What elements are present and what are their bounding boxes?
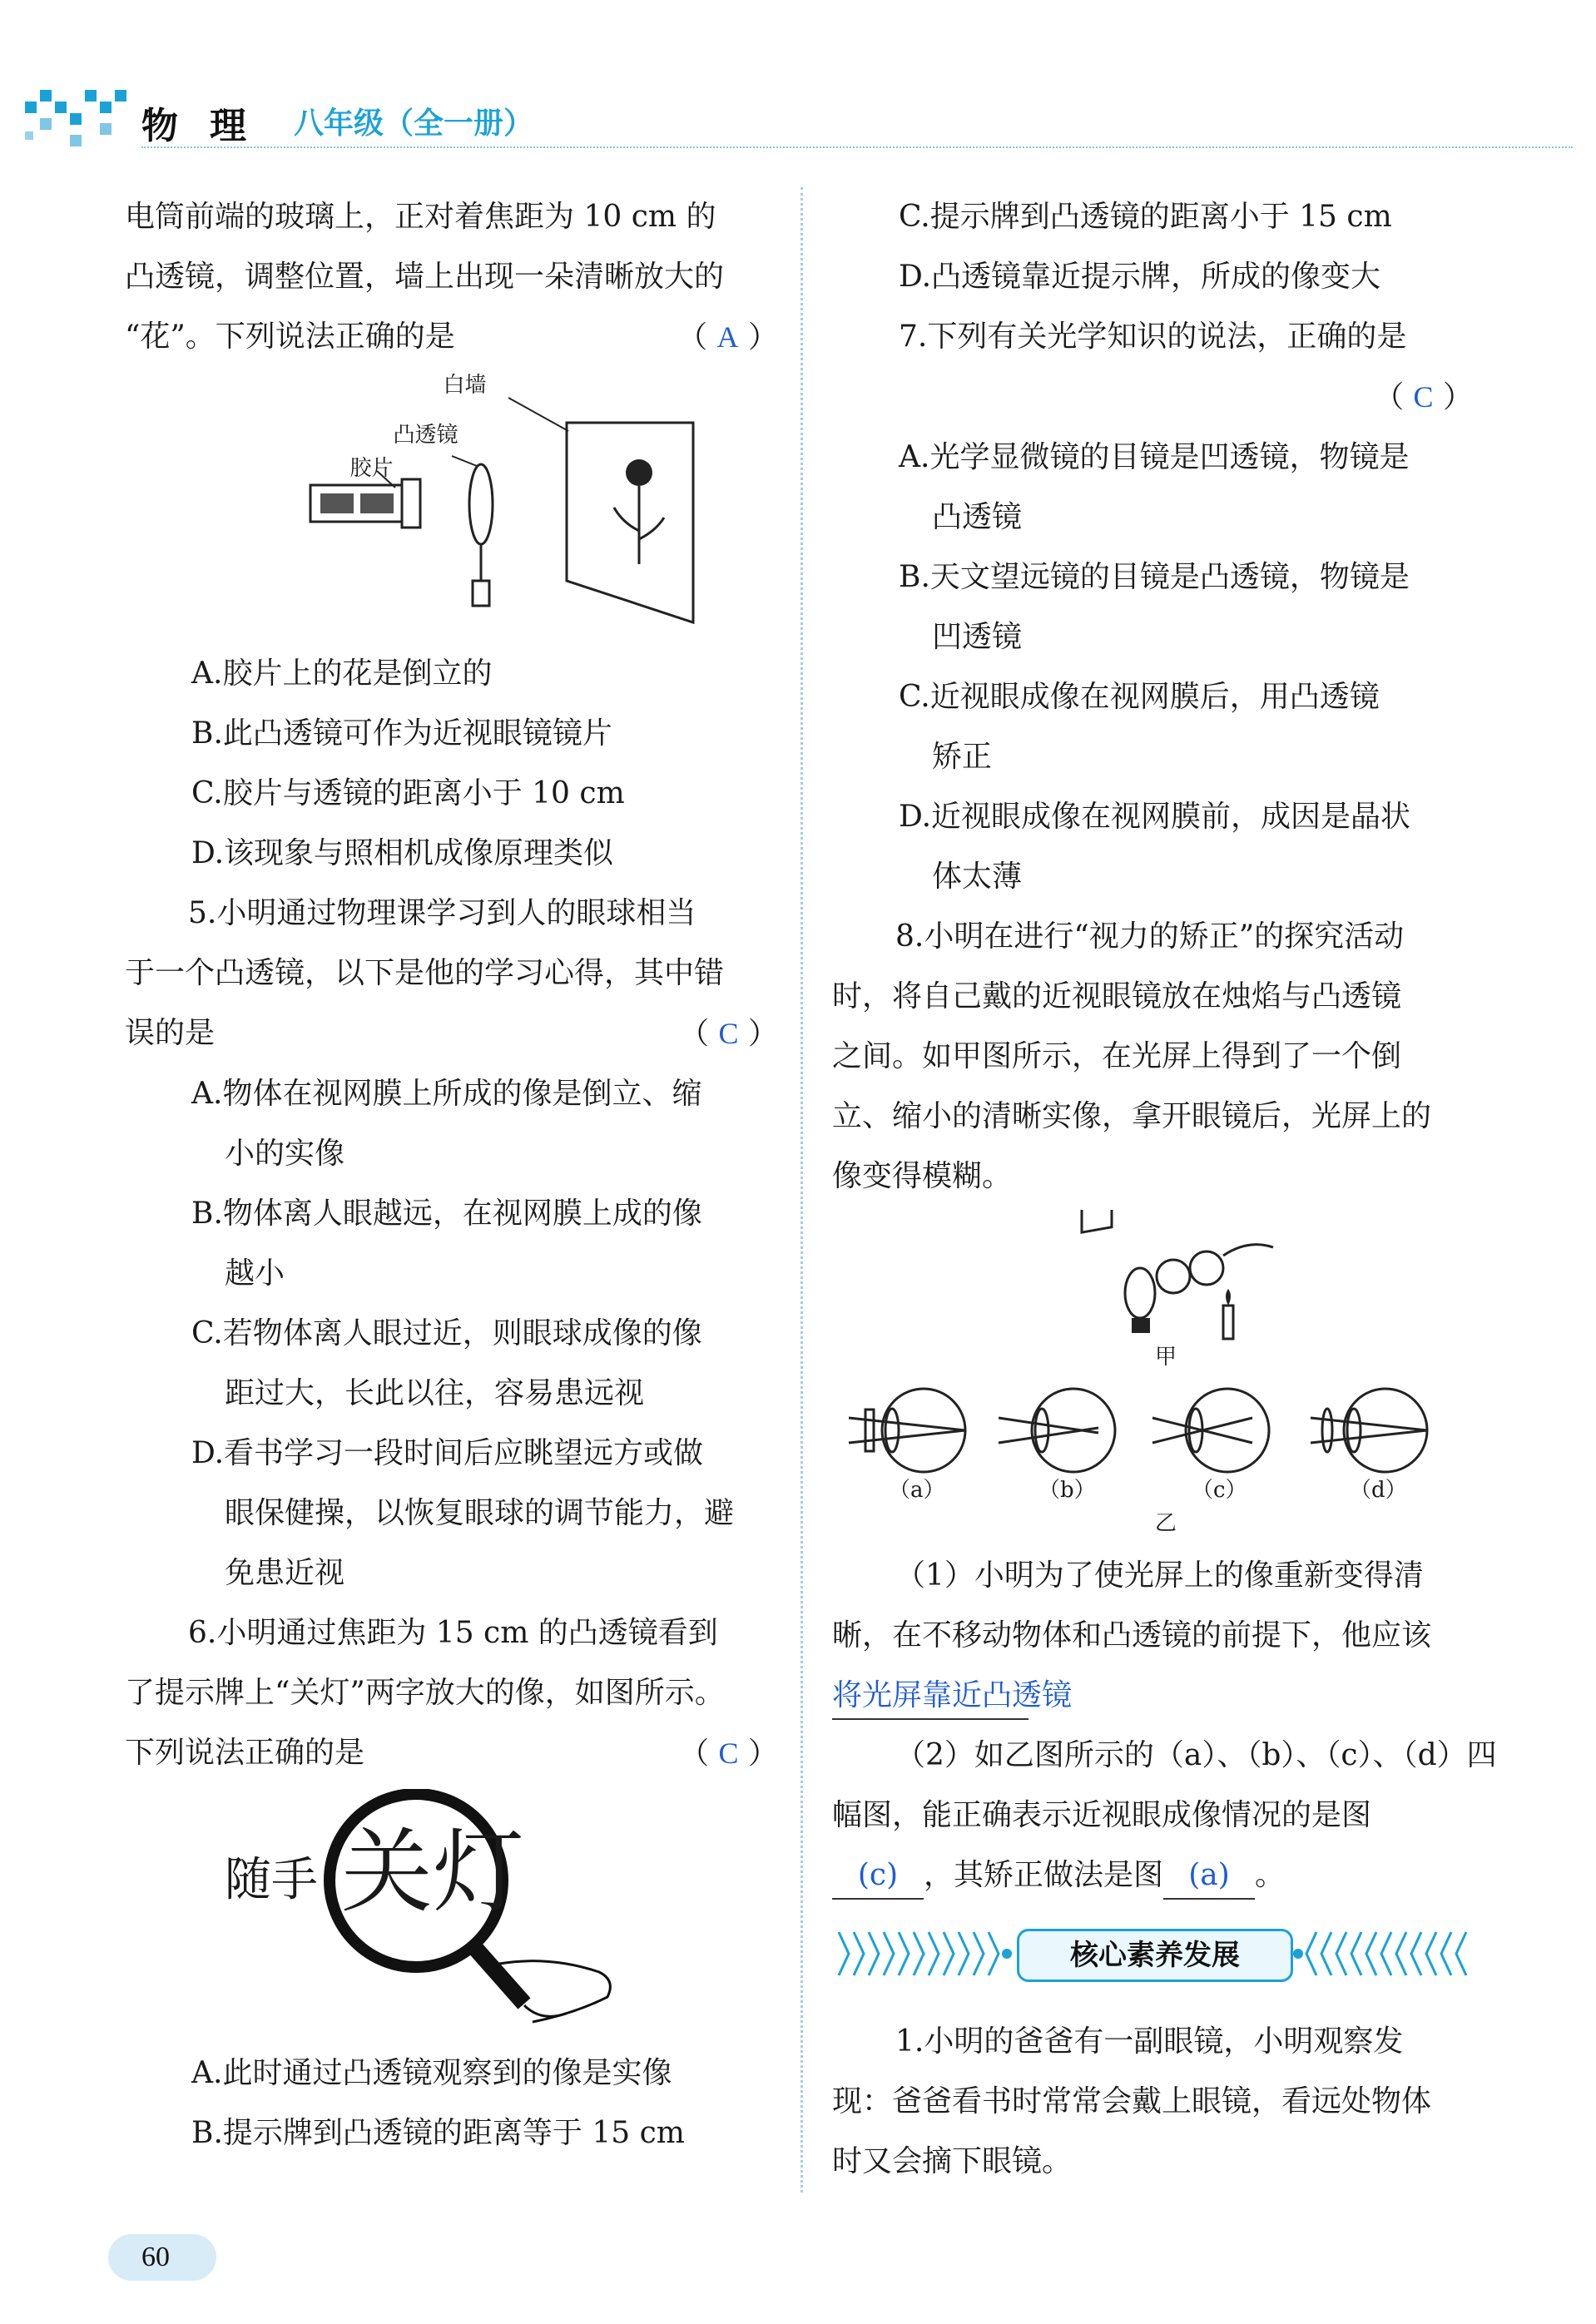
section-banner (832, 1920, 1473, 1987)
q5-option-cont: 越小 (225, 1256, 285, 1291)
q4-option: C.胶片与透镜的距离小于 10 cm (191, 776, 625, 810)
q8-figure (832, 1210, 1473, 1543)
q4-option: A.胶片上的花是倒立的 (191, 657, 493, 691)
q7-option: B.天文望远镜的目镜是凸透镜，物镜是 (899, 560, 1410, 594)
s1-line: 现：爸爸看书时常常会戴上眼镜，看远处物体 (832, 2084, 1432, 2118)
section-banner-title: 核心素养发展 (1017, 1929, 1293, 1982)
q6-figure (225, 1789, 724, 2039)
q8-2-fill-2: (a) (1163, 1853, 1255, 1900)
q8-1-answer-line (832, 1666, 1473, 1726)
q6-stem-line: 了提示牌上“关灯”两字放大的像，如图所示。 (125, 1676, 725, 1710)
q8-1-answer: 将光屏靠近凸透镜 (832, 1673, 1028, 1720)
logo-pattern-icon (25, 90, 133, 156)
q7-option: A.光学显微镜的目镜是凹透镜，物镜是 (899, 440, 1410, 474)
q5-option-cont: 免患近视 (225, 1556, 345, 1590)
q5-option: B.物体离人眼越远，在视网膜上成的像 (191, 1197, 702, 1231)
fig-label-d: （d） (1350, 1478, 1407, 1503)
q4-stem-line: “花”。下列说法正确的是 （ A ） (125, 307, 778, 368)
q5-option-cont: 眼保健操，以恢复眼球的调节能力，避 (225, 1496, 735, 1530)
page-number: 60 (108, 2234, 216, 2281)
q5-stem-line: 误的是 （ C ） (125, 1003, 778, 1064)
page-header (0, 0, 1596, 158)
q4-intro-line: 凸透镜，调整位置，墙上出现一朵清晰放大的 (125, 260, 725, 294)
q8-2-answer-line: (c) ，其矫正做法是图 (a) 。 (832, 1846, 1473, 1905)
q6-option: A.此时通过凸透镜观察到的像是实像 (191, 2056, 672, 2090)
q5-option: C.若物体离人眼过近，则眼球成像的像 (191, 1316, 702, 1350)
wall-label: 白墙 (443, 373, 487, 398)
s1-line: 1.小明的爸爸有一副眼镜，小明观察发 (895, 2024, 1404, 2059)
q7-option-cont: 凸透镜 (932, 500, 1023, 534)
q8-2-line: （2）如乙图所示的（a）、（b）、（c）、（d）四 (895, 1738, 1497, 1772)
q4-option: B.此凸透镜可作为近视眼镜镜片 (191, 716, 612, 751)
q8-2-line: 幅图，能正确表示近视眼成像情况的是图 (832, 1798, 1372, 1832)
q5-option-cont: 小的实像 (225, 1137, 345, 1171)
sign-text-plain: 随手 (225, 1853, 318, 1907)
q5-stem-line: 于一个凸透镜，以下是他的学习心得，其中错 (125, 956, 725, 990)
q4-intro-line: 电筒前端的玻璃上，正对着焦距为 10 cm 的 (125, 200, 716, 234)
q8-stem-line: 像变得模糊。 (832, 1159, 1013, 1193)
q4-answer: （ A ） (677, 320, 778, 354)
column-divider (800, 187, 803, 2193)
q7-option-cont: 凹透镜 (932, 620, 1023, 654)
subject-title: 物理 (141, 105, 278, 147)
q5-option: D.看书学习一段时间后应眺望远方或做 (191, 1436, 704, 1470)
q7-option: D.近视眼成像在视网膜前，成因是晶状 (899, 800, 1411, 834)
sign-text-magnified: 关灯 (341, 1819, 524, 1925)
q7-option-cont: 矫正 (932, 740, 993, 774)
q4-figure (202, 373, 701, 639)
film-label: 胶片 (349, 456, 394, 481)
q7-option: C.近视眼成像在视网膜后，用凸透镜 (899, 680, 1380, 714)
q8-2-fill-1: (c) (832, 1853, 924, 1900)
q5-option-cont: 距过大，长此以往，容易患远视 (225, 1376, 645, 1410)
q8-1-line: （1）小明为了使光屏上的像重新变得清 (895, 1558, 1424, 1593)
s1-line: 时又会摘下眼镜。 (832, 2144, 1073, 2178)
q7-answer: （ C ） (1374, 380, 1473, 414)
q6-option: B.提示牌到凸透镜的距离等于 15 cm (191, 2116, 685, 2150)
grade-label: 八年级（全一册） (294, 107, 534, 141)
q6-stem-line: 下列说法正确的是 （ C ） (125, 1723, 778, 1784)
q7-answer-line (832, 367, 1473, 428)
q7-option-cont: 体太薄 (932, 860, 1023, 894)
q8-stem-line: 时，将自己戴的近视眼镜放在烛焰与凸透镜 (832, 979, 1402, 1013)
q6-answer: （ C ） (679, 1737, 778, 1771)
fig-label-b: （b） (1038, 1478, 1096, 1503)
q6-option: C.提示牌到凸透镜的距离小于 15 cm (899, 200, 1392, 234)
q8-stem-line: 8.小明在进行“视力的矫正”的探究活动 (895, 919, 1405, 954)
header-rule (141, 146, 1573, 148)
flashlight-lens-wall-diagram (202, 373, 701, 639)
right-column (832, 187, 1497, 2192)
q8-stem-line: 立、缩小的清晰实像，拿开眼镜后，光屏上的 (832, 1099, 1432, 1133)
left-column (125, 187, 778, 2163)
q4-option: D.该现象与照相机成像原理类似 (191, 836, 614, 870)
fig-label-yi: 乙 (1155, 1511, 1177, 1536)
fig-label-a: （a） (889, 1478, 945, 1503)
q8-stem-line: 之间。如甲图所示，在光屏上得到了一个倒 (832, 1039, 1402, 1073)
lens-label: 凸透镜 (393, 423, 458, 448)
q7-stem-line: 7.下列有关光学知识的说法，正确的是 (899, 320, 1407, 354)
q6-stem-line: 6.小明通过焦距为 15 cm 的凸透镜看到 (188, 1616, 718, 1650)
q5-answer: （ C ） (679, 1017, 778, 1051)
q5-stem-line: 5.小明通过物理课学习到人的眼球相当 (188, 896, 696, 930)
fig-label-c: （c） (1192, 1478, 1247, 1503)
q5-option: A.物体在视网膜上所成的像是倒立、缩 (191, 1077, 702, 1111)
q6-option: D.凸透镜靠近提示牌，所成的像变大 (899, 260, 1381, 294)
q8-1-line: 晰，在不移动物体和凸透镜的前提下，他应该 (832, 1618, 1432, 1653)
fig-label-jia: 甲 (1155, 1345, 1177, 1370)
